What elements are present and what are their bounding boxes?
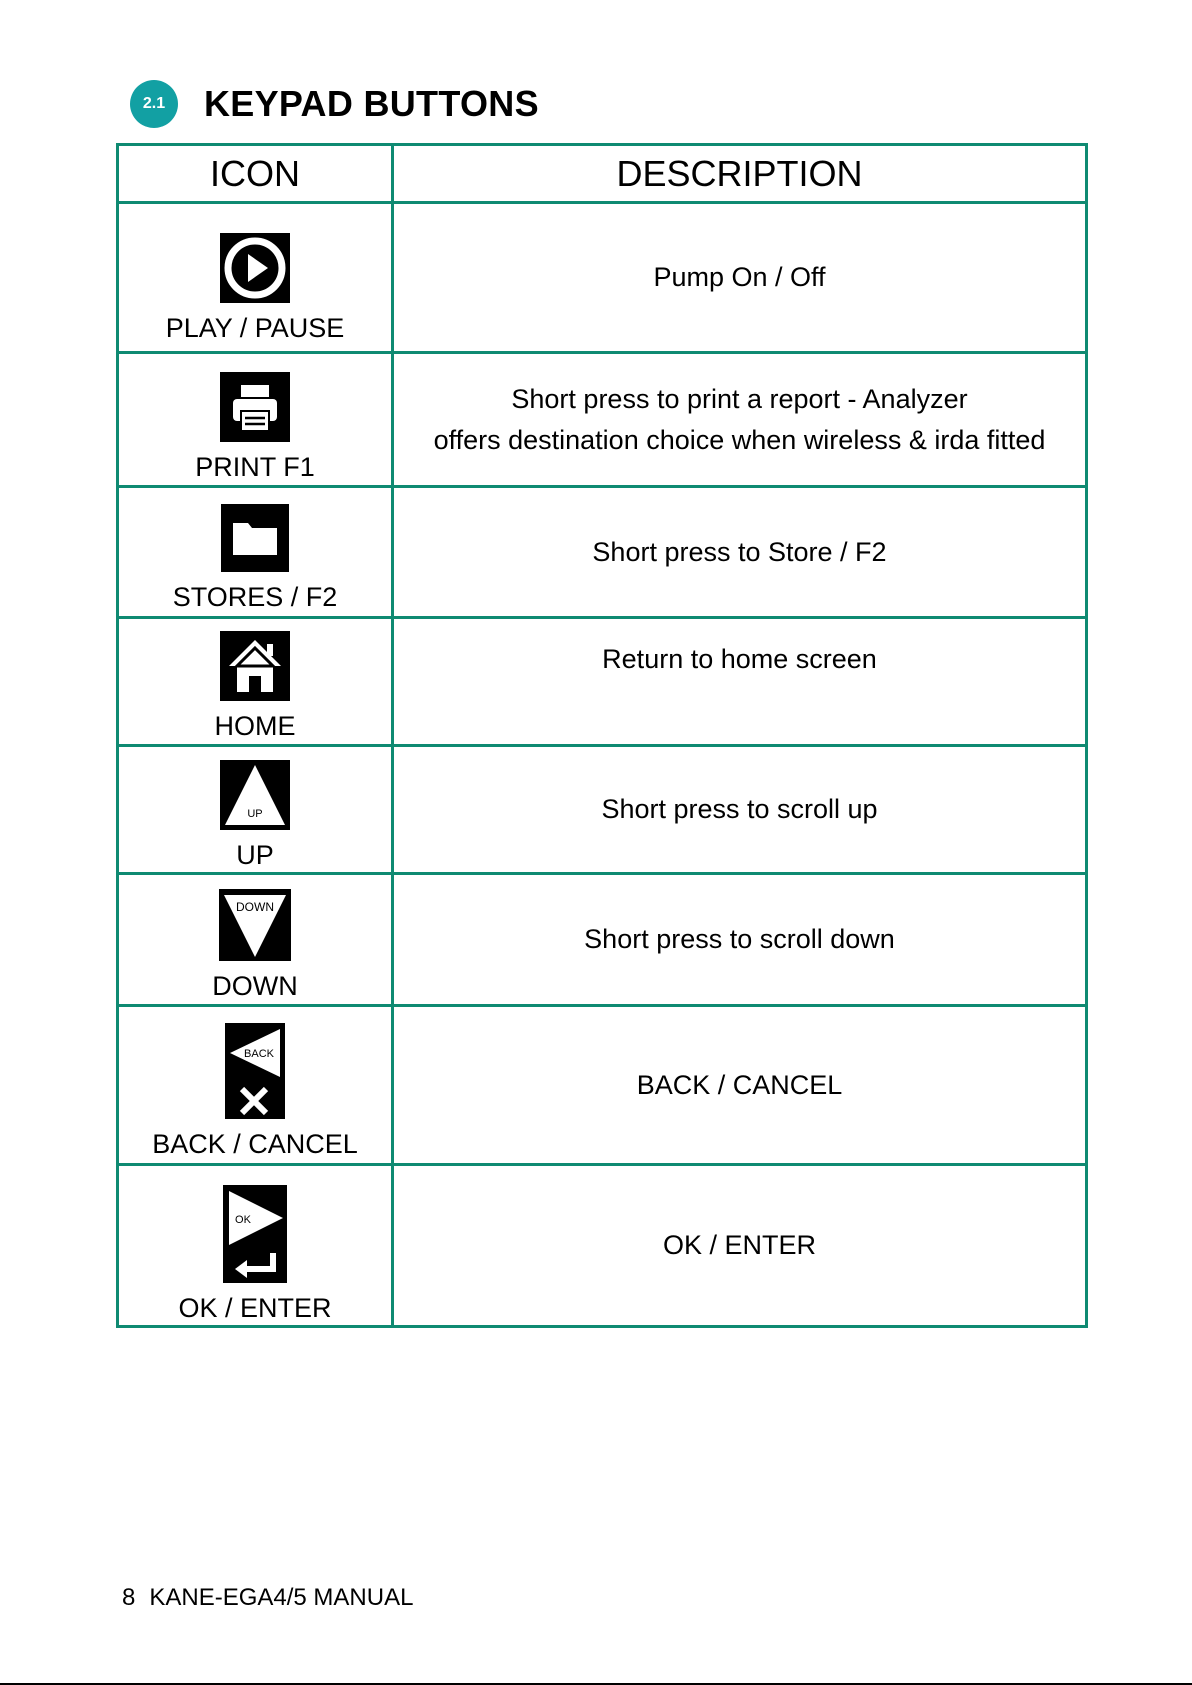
table-row	[118, 874, 1087, 1006]
icon-cell	[118, 487, 393, 618]
icon-cell	[118, 353, 393, 487]
table-header-row	[118, 145, 1087, 203]
page-number: 8	[122, 1584, 136, 1611]
description-cell: Return to home screen	[393, 618, 1087, 746]
description-cell: BACK / CANCEL	[393, 1006, 1087, 1165]
printer-icon	[220, 372, 290, 442]
icon-label: DOWN	[212, 970, 298, 1001]
description-cell: Short press to scroll up	[393, 746, 1087, 874]
back-cancel-icon	[225, 1023, 285, 1119]
icon-label: STORES / F2	[172, 582, 338, 612]
description-cell: Short press to print a report - Analyzer offers destination choice when wireless & irda fitted	[393, 353, 1087, 487]
description-cell: Pump On / Off	[393, 203, 1087, 353]
icon-cell	[118, 746, 393, 874]
section-title: KEYPAD BUTTONS	[204, 83, 539, 124]
table-row	[118, 618, 1087, 746]
page-footer	[122, 1584, 413, 1612]
icon-label: PRINT F1	[195, 451, 315, 482]
icon-cell	[118, 618, 393, 746]
down-arrow-icon	[219, 889, 291, 961]
icon-label: HOME	[214, 710, 296, 741]
icon-label: BACK / CANCEL	[152, 1129, 358, 1159]
svg-text:BACK: BACK	[244, 1048, 274, 1060]
table-row	[118, 746, 1087, 874]
icon-cell	[118, 874, 393, 1006]
svg-text:OK: OK	[235, 1213, 251, 1226]
description-column-header: DESCRIPTION	[393, 145, 1087, 203]
play-pause-icon	[220, 233, 290, 303]
icon-cell	[118, 203, 393, 353]
icon-label: PLAY / PAUSE	[165, 312, 345, 343]
svg-text:DOWN: DOWN	[236, 899, 274, 914]
manual-title: KANE-EGA4/5 MANUAL	[149, 1584, 414, 1611]
home-icon	[220, 631, 290, 701]
icon-column-header: ICON	[118, 145, 393, 203]
description-cell: OK / ENTER	[393, 1165, 1087, 1327]
table-row	[118, 1165, 1087, 1327]
up-arrow-icon	[220, 760, 290, 830]
icon-cell	[118, 1006, 393, 1165]
svg-text:UP: UP	[247, 807, 263, 820]
table-row	[118, 1006, 1087, 1165]
section-number-badge: 2.1	[130, 80, 178, 128]
icon-label: UP	[236, 839, 274, 870]
description-cell: Short press to Store / F2	[393, 487, 1087, 618]
icon-label: OK / ENTER	[178, 1292, 332, 1323]
table-row	[118, 353, 1087, 487]
section-header	[130, 78, 539, 130]
table-row	[118, 487, 1087, 618]
ok-enter-icon	[223, 1185, 287, 1283]
folder-icon	[221, 504, 289, 572]
table-row	[118, 203, 1087, 353]
description-cell: Short press to scroll down	[393, 874, 1087, 1006]
icon-cell	[118, 1165, 393, 1327]
keypad-buttons-table	[116, 143, 1088, 1328]
